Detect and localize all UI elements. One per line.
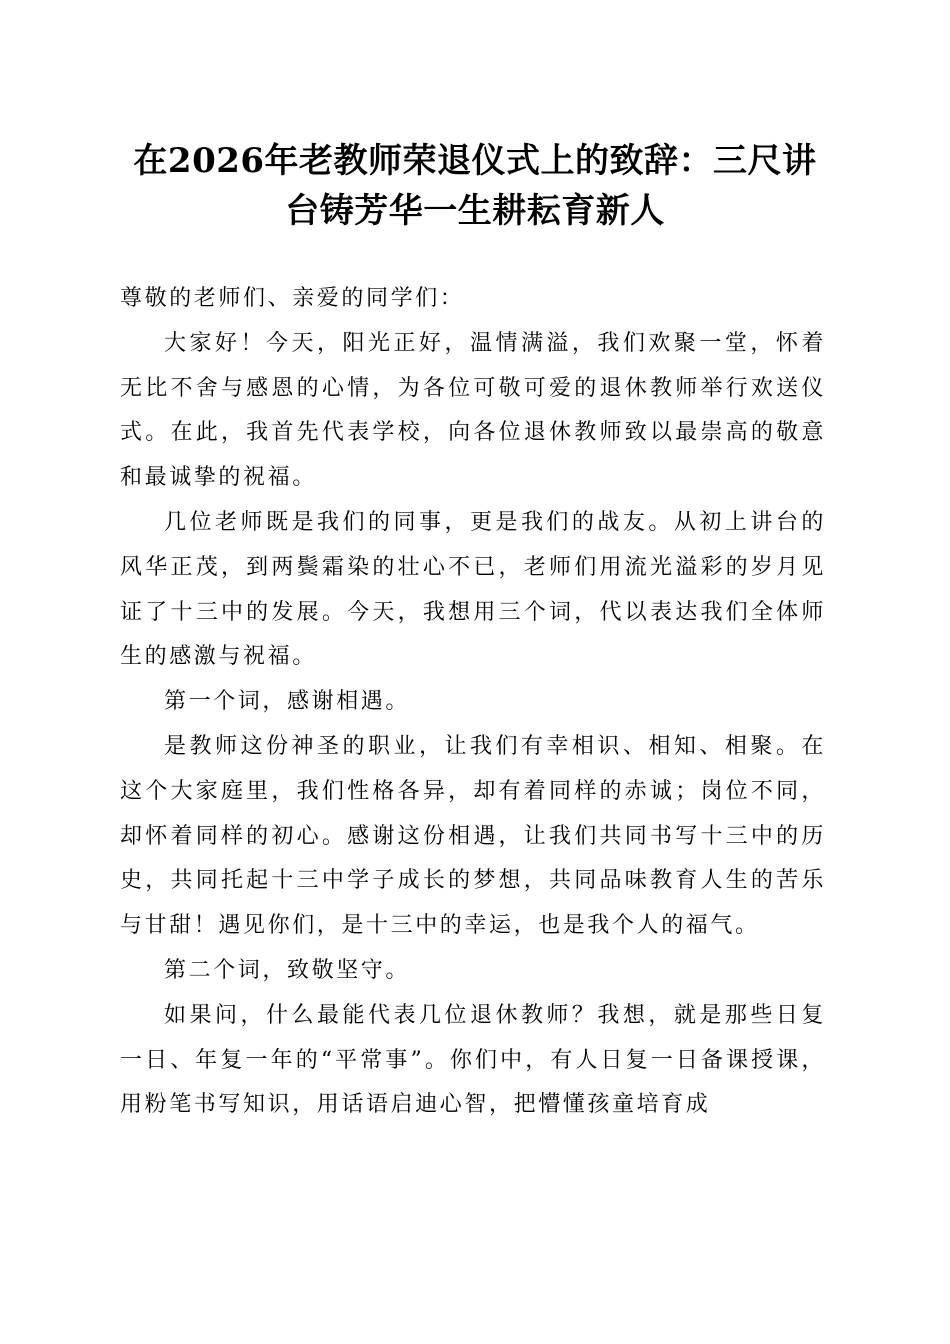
salutation: 尊敬的老师们、亲爱的同学们：: [120, 286, 465, 311]
section-heading-tribute: 第二个词，致敬坚守。: [164, 957, 411, 983]
paragraph-thanks: 是教师这份神圣的职业，让我们有幸相识、相知、相聚。在这个大家庭里，我们性格各异，却有着同样的赤诚；岗位不同，却怀着同样的初心。感谢这份相遇，让我们共同书写十三中的历史，共同托起十三中学子成长的梦想，共同品味教育人生的苦乐与甘甜！遇见你们，是十三中的幸运，也是我个人的福气。: [120, 733, 826, 939]
paragraph-tribute: 如果问，什么最能代表几位退休教师？我想，就是那些日复一日、年复一年的“平常事”。你们中，有人日复一日备课授课，用粉笔书写知识，用话语启迪心智，把懵懂孩童培育成: [120, 1002, 826, 1118]
document-title: 在2026年老教师荣退仪式上的致辞：三尺讲台铸芳华一生耕耘育新人: [133, 141, 817, 231]
document-body: [120, 277, 826, 1128]
section-heading-thanks: 第一个词，感谢相遇。: [164, 689, 411, 715]
paragraph-colleagues: 几位老师既是我们的同事，更是我们的战友。从初上讲台的风华正茂，到两鬓霜染的壮心不已，老师们用流光溢彩的岁月见证了十三中的发展。今天，我想用三个词，代以表达我们全体师生的感激与祝福。: [120, 509, 826, 670]
paragraph-greeting: 大家好！今天，阳光正好，温情满溢，我们欢聚一堂，怀着无比不舍与感恩的心情，为各位可敬可爱的退休教师举行欢送仪式。在此，我首先代表学校，向各位退休教师致以最崇高的敬意和最诚挚的祝福。: [120, 330, 826, 491]
